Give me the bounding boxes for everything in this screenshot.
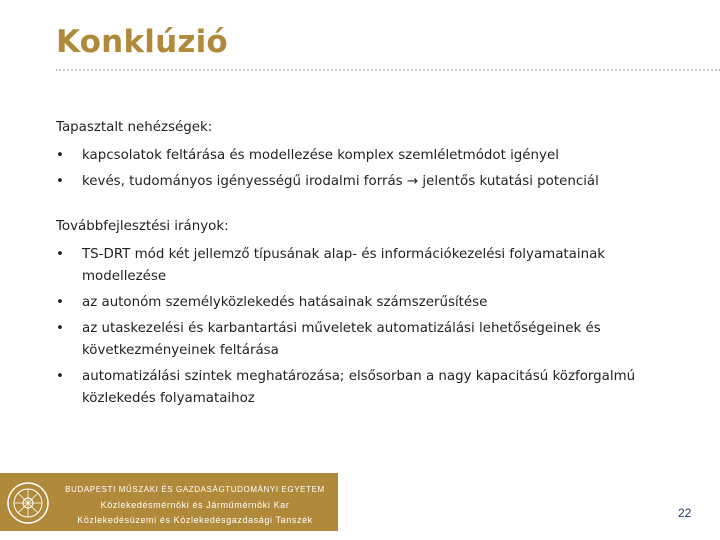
list-item [56, 171, 656, 193]
list-item [56, 244, 656, 288]
list-item [56, 292, 656, 314]
title-divider [56, 69, 720, 71]
bullet-marker: • [56, 174, 64, 189]
list-item [56, 366, 656, 410]
section-heading-difficulties: Tapasztalt nehézségek: [56, 120, 213, 135]
bullet-marker: • [56, 295, 64, 310]
list-item-text: az autonóm személyközlekedés hatásainak számszerűsítése [82, 295, 488, 310]
faculty-name: Közlekedésmérnöki és Járműmérnöki Kar [100, 500, 290, 510]
bullet-marker: • [56, 321, 64, 336]
bullet-marker: • [56, 148, 64, 163]
list-item [56, 145, 656, 167]
list-item [56, 318, 656, 362]
bullet-marker: • [56, 369, 64, 384]
list-item-text: kapcsolatok feltárása és modellezése komplex szemléletmódot igényel [82, 148, 559, 163]
difficulties-list [56, 145, 656, 193]
list-item-text: TS-DRT mód két jellemző típusának alap- és információkezelési folyamatainak modellezése [82, 247, 606, 284]
university-name: BUDAPESTI MŰSZAKI ÉS GAZDASÁGTUDOMÁNYI EGYETEM [65, 485, 325, 494]
slide-content [56, 120, 656, 414]
bullet-marker: • [56, 247, 64, 262]
slide-title: Konklúzió [56, 24, 228, 60]
list-item-text: az utaskezelési és karbantartási műveletek automatizálási lehetőségeinek és következményeinek feltárása [82, 321, 601, 358]
list-item-text: automatizálási szintek meghatározása; elsősorban a nagy kapacitású közforgalmú közlekedés folyamataihoz [82, 369, 636, 406]
footer-banner [0, 473, 338, 531]
future-work-list [56, 244, 656, 410]
footer-text [52, 473, 338, 531]
section-heading-future-work: Továbbfejlesztési irányok: [56, 219, 229, 234]
list-item-text: kevés, tudományos igényességű irodalmi forrás → jelentős kutatási potenciál [82, 174, 599, 189]
university-seal-icon [6, 481, 50, 525]
page-number: 22 [678, 506, 692, 520]
department-name: Közlekedésüzemi és Közlekedésgazdasági Tanszék [77, 515, 313, 525]
